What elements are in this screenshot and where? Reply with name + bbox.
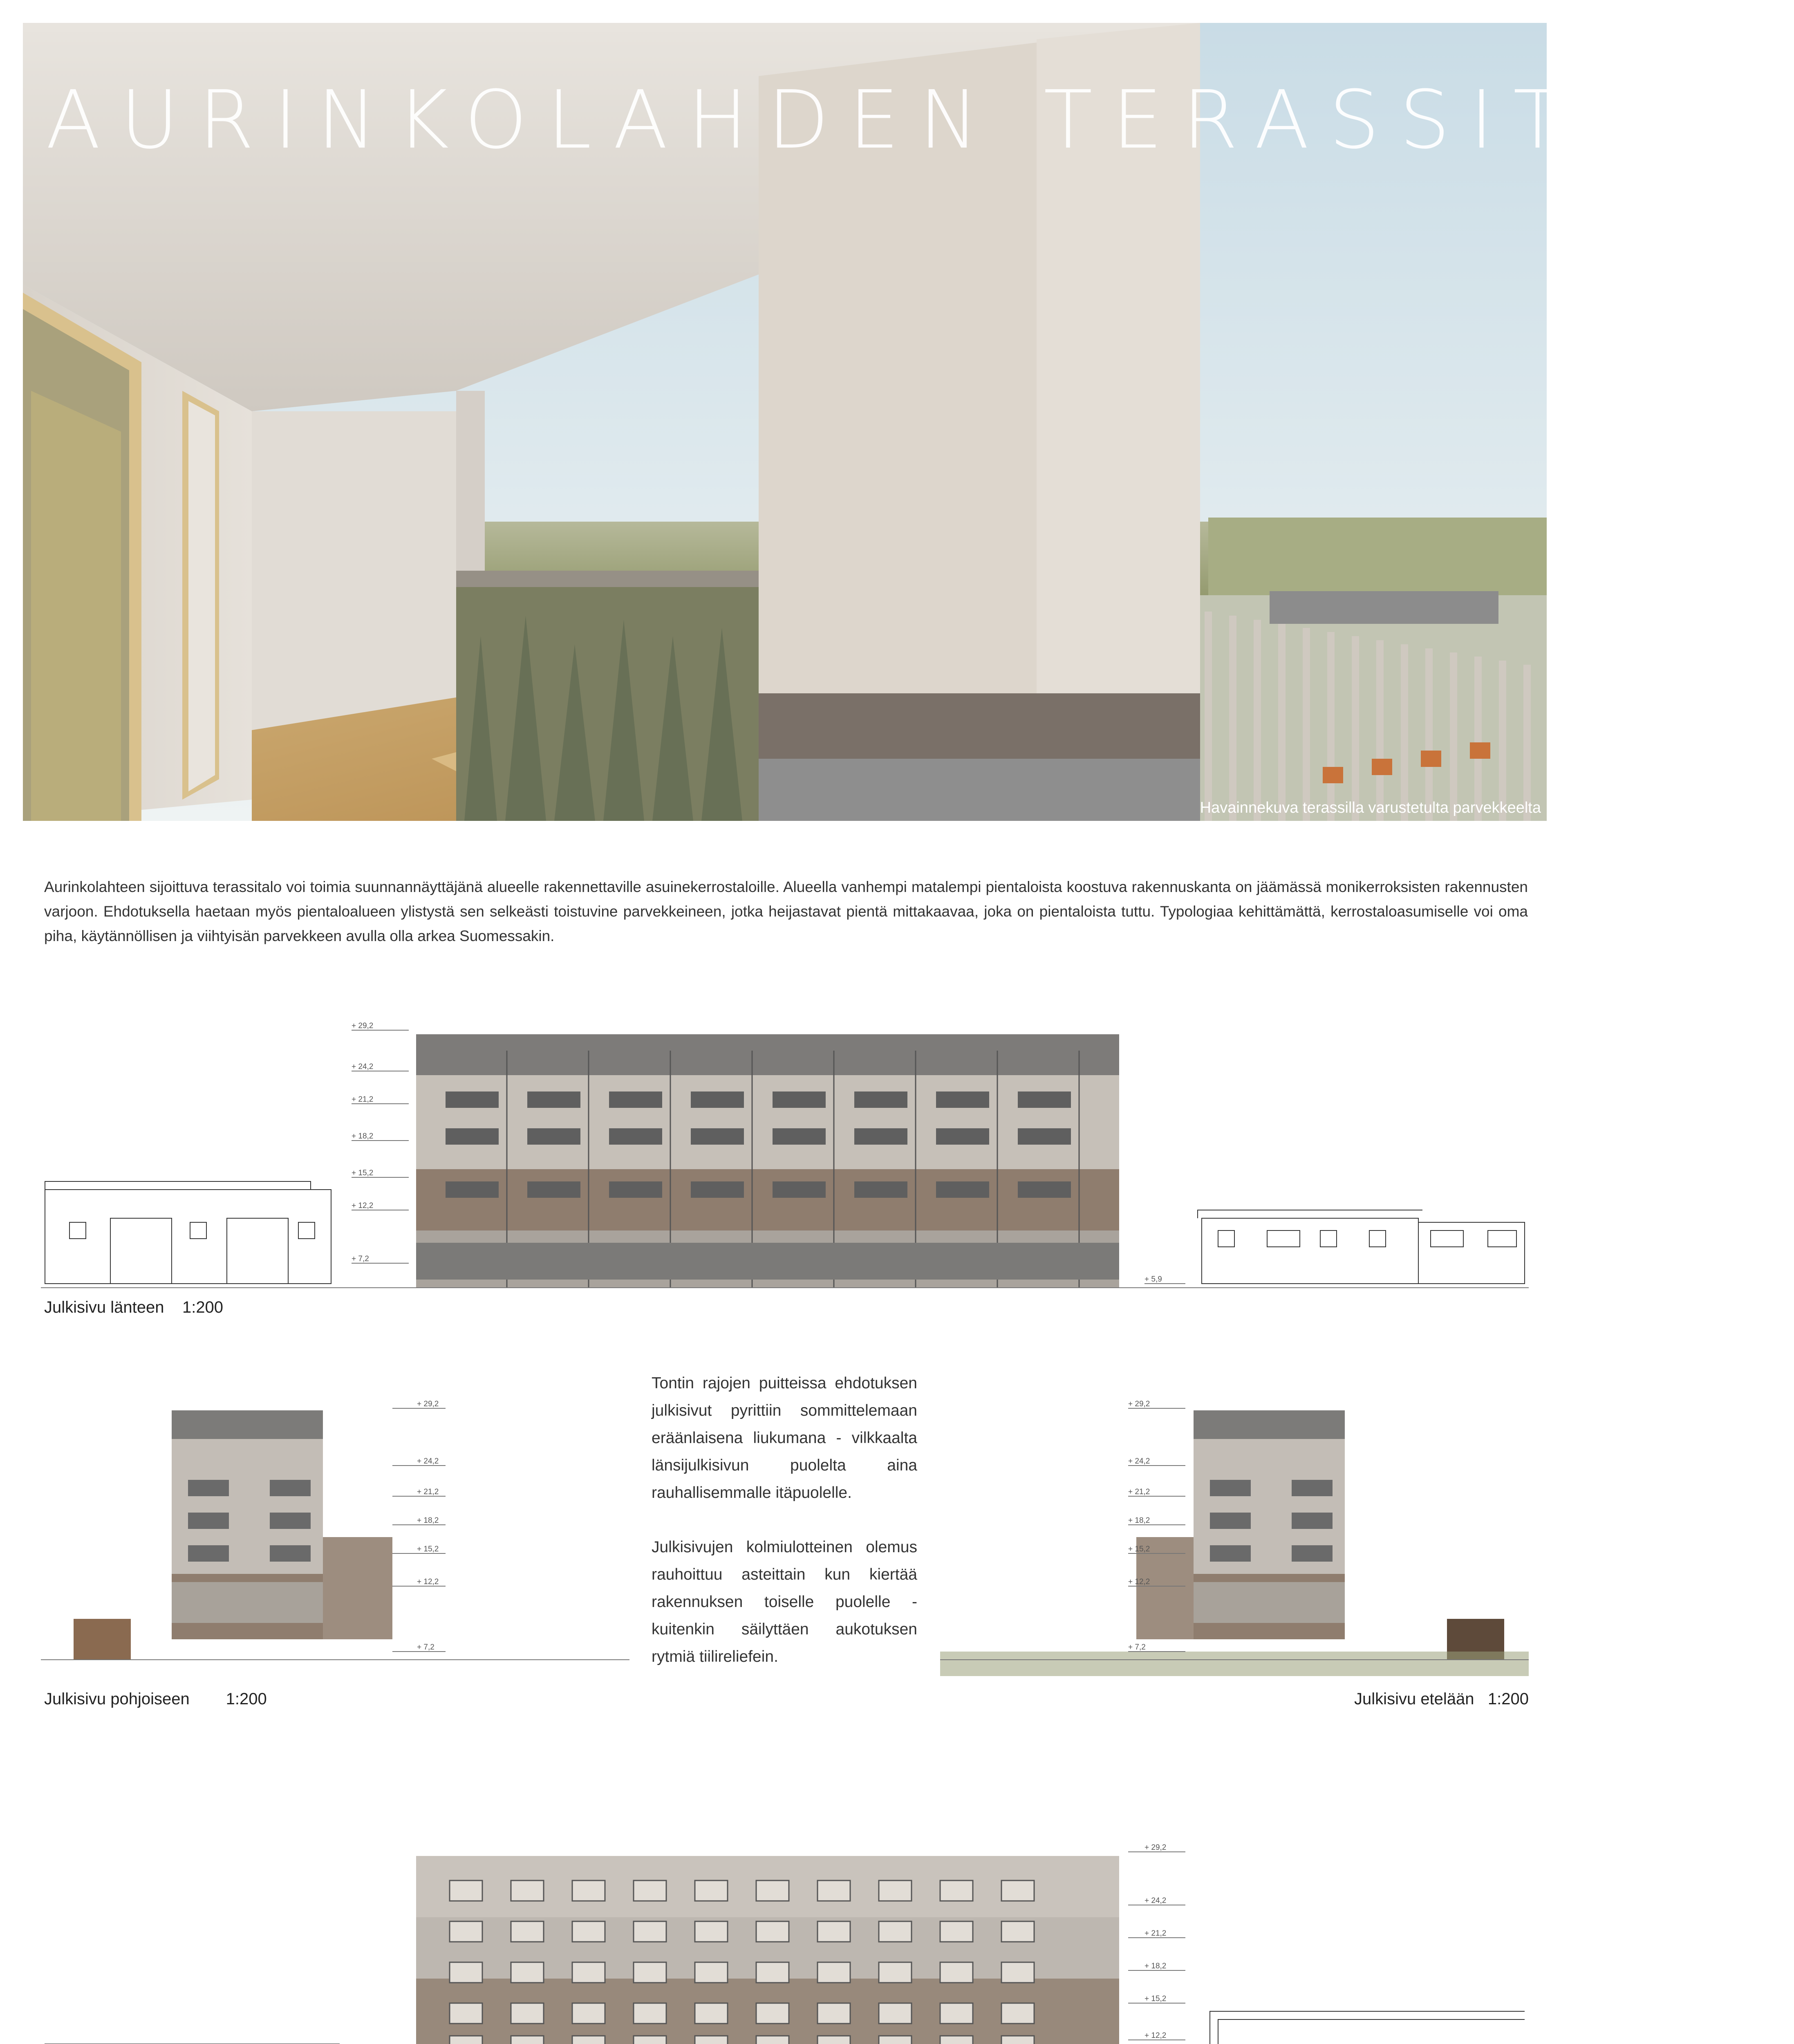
- level-marker: + 24,2: [1144, 1896, 1167, 1905]
- elevation-scale: 1:200: [226, 1690, 267, 1708]
- level-marker: + 12,2: [417, 1578, 439, 1586]
- elevation-name: Julkisivu länteen: [44, 1298, 164, 1316]
- level-marker: + 7,2: [1128, 1643, 1146, 1652]
- level-marker: + 29,2: [352, 1022, 374, 1030]
- render-caption: Havainnekuva terassilla varustetulta parvekkeelta: [1200, 799, 1541, 816]
- level-marker: + 29,2: [1128, 1400, 1150, 1408]
- west-elevation: [41, 1010, 1529, 1296]
- level-marker: + 15,2: [417, 1545, 439, 1553]
- level-marker: + 12,2: [1128, 1578, 1150, 1586]
- elevation-scale: 1:200: [182, 1298, 224, 1316]
- level-marker: + 24,2: [352, 1062, 374, 1071]
- north-elevation-label: [44, 1690, 267, 1708]
- level-marker: + 21,2: [352, 1095, 374, 1104]
- elevation-name: Julkisivu pohjoiseen: [44, 1690, 190, 1708]
- east-elevation: [41, 1831, 1529, 2044]
- level-marker: + 21,2: [417, 1488, 439, 1496]
- level-marker: + 21,2: [1128, 1488, 1150, 1496]
- level-marker: + 15,2: [1128, 1545, 1150, 1553]
- page-title: AURINKOLAHDEN TERASSITALO: [46, 74, 1794, 167]
- south-elevation: [940, 1390, 1529, 1676]
- level-marker: + 24,2: [1128, 1457, 1150, 1466]
- west-elevation-label: [44, 1298, 223, 1317]
- level-marker: + 18,2: [352, 1132, 374, 1141]
- level-marker: + 29,2: [1144, 1843, 1167, 1852]
- level-marker: + 29,2: [417, 1400, 439, 1408]
- facade-paragraph-1: Tontin rajojen puitteissa ehdotuksen julkisivut pyrittiin sommittelemaan eräänlaisena liukumana - vilkkaalta länsijulkisivun puolelta aina rauhallisemmalle itäpuolelle.: [652, 1374, 917, 1502]
- facade-paragraph-2: Julkisivujen kolmiulotteinen olemus rauhoittuu asteittain kun kiertää rakennuksen toiselle puolelle - kuitenkin säilyttäen aukotuksen rytmiä tiilireliefein.: [652, 1538, 917, 1665]
- level-marker: + 15,2: [1144, 1995, 1167, 2003]
- north-elevation: [41, 1390, 629, 1676]
- level-marker: + 21,2: [1144, 1929, 1167, 1938]
- hero-render: [23, 23, 1794, 821]
- level-marker: + 15,2: [352, 1169, 374, 1177]
- elevation-scale: 1:200: [1487, 1690, 1529, 1708]
- intro-paragraph: Aurinkolahteen sijoittuva terassitalo voi toimia suunnannäyttäjänä alueelle rakennettaville asuinekerrostaloille. Alueella vanhempi matalempi pientaloista koostuva rakennuskanta on jäämässä monikerroksisten rakennusten varjoon. Ehdotuksella haetaan myös pientaloalueen ylistystä sen selkeästi toistuvine parvekkeineen, jotka heijastavat pientä mittakaavaa, joka on pientaloista tuttu. Typologiaa kehittämättä, kerrostaloasumiselle voi oma piha, käytännöllisen ja viihtyisän parvekkeen avulla olla arkea Suomessakin.: [44, 879, 1528, 944]
- level-marker: + 7,2: [417, 1643, 435, 1652]
- elevation-name: Julkisivu etelään: [1354, 1690, 1474, 1708]
- level-marker: + 18,2: [417, 1516, 439, 1525]
- level-marker: + 7,2: [352, 1255, 369, 1263]
- level-marker: + 18,2: [1128, 1516, 1150, 1525]
- level-marker: + 12,2: [352, 1201, 374, 1210]
- level-marker: + 12,2: [1144, 2031, 1167, 2040]
- level-marker: + 18,2: [1144, 1962, 1167, 1970]
- south-elevation-label: [1354, 1690, 1529, 1708]
- facade-description: [652, 1369, 917, 1697]
- level-marker: + 24,2: [417, 1457, 439, 1466]
- level-marker: + 5,9: [1144, 1275, 1162, 1284]
